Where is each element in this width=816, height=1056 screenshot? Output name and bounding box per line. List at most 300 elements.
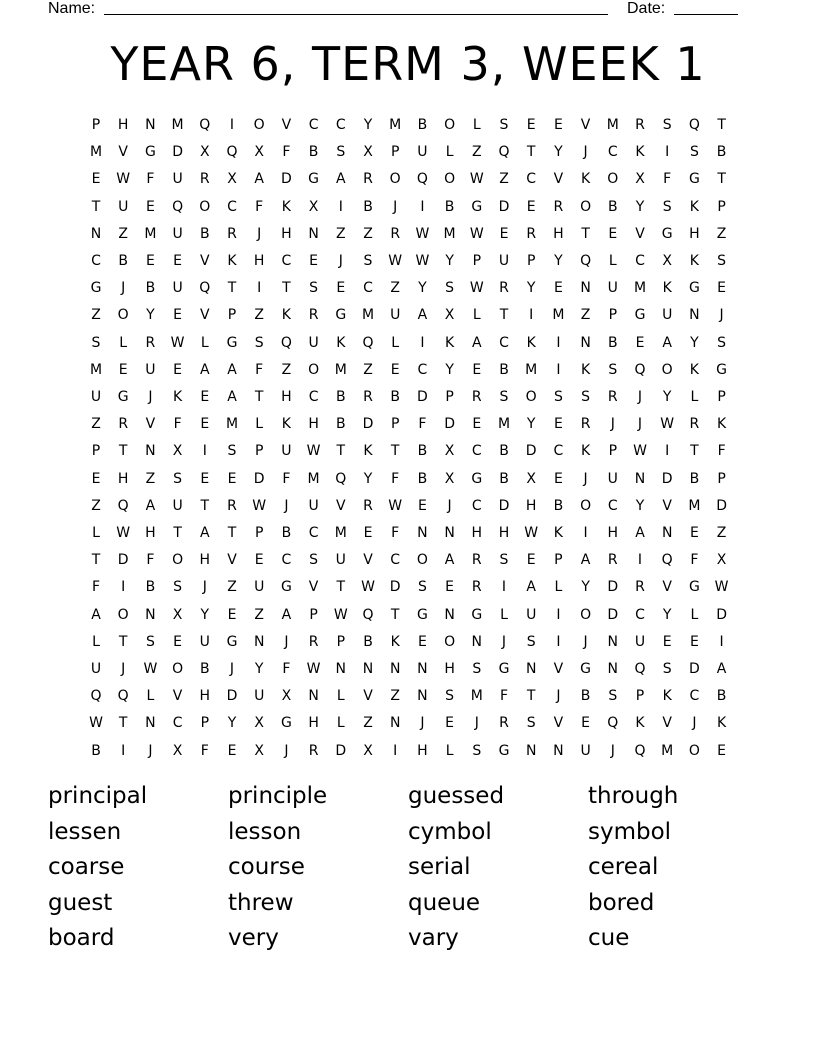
- grid-letter: B: [118, 253, 128, 269]
- grid-letter: T: [200, 497, 210, 514]
- grid-letter: E: [581, 715, 591, 732]
- grid-letter: S: [336, 144, 346, 161]
- grid-letter: G: [226, 334, 238, 351]
- grid-letter: H: [117, 470, 129, 487]
- word-list-item: guest: [48, 889, 113, 916]
- grid-letter: X: [635, 171, 645, 188]
- grid-letter: W: [170, 334, 185, 351]
- word-list-item: symbol: [588, 818, 672, 845]
- grid-letter: U: [662, 307, 673, 324]
- grid-letter: Z: [363, 361, 373, 378]
- grid-letter: U: [172, 225, 183, 242]
- grid-letter: N: [145, 715, 156, 732]
- grid-letter: L: [500, 606, 508, 623]
- grid-letter: E: [608, 225, 618, 242]
- grid-letter: L: [472, 307, 481, 324]
- grid-letter: I: [121, 742, 126, 759]
- grid-letter: E: [309, 253, 319, 269]
- grid-letter: S: [445, 280, 455, 297]
- grid-letter: E: [553, 470, 563, 487]
- grid-letter: A: [91, 606, 101, 623]
- grid-letter: I: [556, 633, 561, 650]
- grid-letter: J: [610, 742, 615, 759]
- grid-letter: J: [338, 253, 343, 269]
- grid-letter: X: [172, 443, 183, 460]
- grid-letter: Q: [226, 144, 238, 161]
- grid-letter: Q: [117, 688, 129, 705]
- grid-letter: N: [145, 443, 156, 460]
- grid-letter: R: [308, 742, 319, 759]
- grid-letter: B: [363, 633, 373, 650]
- grid-letter: U: [335, 552, 346, 569]
- grid-letter: R: [471, 552, 482, 569]
- grid-letter: B: [363, 198, 373, 215]
- grid-letter: G: [308, 171, 320, 188]
- grid-letter: E: [363, 525, 373, 541]
- grid-letter: Z: [363, 225, 373, 242]
- grid-letter: E: [717, 742, 727, 759]
- grid-letter: V: [580, 117, 591, 133]
- grid-letter: B: [499, 443, 509, 460]
- grid-letter: H: [117, 117, 129, 133]
- grid-letter: X: [363, 144, 373, 161]
- grid-letter: M: [525, 361, 538, 378]
- grid-letter: O: [580, 198, 592, 215]
- grid-letter: Y: [418, 280, 427, 297]
- word-list-item: serial: [408, 854, 471, 880]
- grid-letter: G: [144, 144, 156, 161]
- grid-letter: O: [389, 171, 401, 188]
- grid-letter: M: [361, 307, 375, 324]
- grid-letter: Q: [199, 117, 211, 133]
- grid-letter: B: [417, 443, 428, 460]
- grid-letter: E: [526, 117, 536, 133]
- grid-letter: S: [417, 579, 427, 596]
- grid-letter: G: [280, 715, 292, 732]
- grid-letter: P: [635, 688, 645, 705]
- grid-letter: J: [202, 579, 207, 596]
- grid-letter: W: [306, 443, 321, 460]
- grid-letter: N: [362, 661, 374, 677]
- grid-letter: A: [472, 334, 482, 351]
- grid-letter: V: [227, 552, 237, 569]
- grid-letter: S: [689, 144, 699, 161]
- grid-letter: U: [281, 443, 292, 460]
- word-list-item: guessed: [408, 783, 505, 809]
- grid-letter: Q: [335, 470, 347, 487]
- grid-letter: R: [363, 171, 373, 188]
- grid-letter: E: [200, 470, 210, 487]
- grid-letter: O: [444, 117, 456, 133]
- grid-letter: I: [229, 117, 235, 133]
- grid-letter: B: [553, 497, 564, 514]
- grid-letter: N: [308, 225, 319, 242]
- grid-letter: F: [282, 661, 291, 677]
- grid-letter: K: [717, 715, 727, 732]
- grid-letter: G: [688, 579, 700, 596]
- grid-letter: M: [661, 742, 674, 759]
- grid-letter: N: [607, 661, 619, 677]
- grid-letter: T: [390, 606, 400, 623]
- grid-letter: F: [200, 742, 209, 759]
- grid-letter: E: [173, 361, 183, 378]
- grid-letter: G: [498, 661, 510, 677]
- grid-letter: Z: [716, 225, 727, 242]
- grid-letter: E: [499, 225, 509, 242]
- grid-letter: A: [200, 361, 210, 378]
- grid-letter: V: [308, 579, 319, 596]
- grid-letter: F: [91, 579, 101, 596]
- grid-letter: S: [254, 334, 264, 351]
- grid-letter: Z: [254, 307, 264, 324]
- grid-letter: C: [308, 117, 319, 133]
- grid-letter: M: [389, 117, 402, 133]
- grid-letter: G: [90, 280, 102, 297]
- grid-letter: H: [689, 225, 700, 242]
- grid-letter: S: [662, 198, 672, 215]
- grid-letter: Z: [118, 225, 128, 242]
- grid-letter: F: [499, 688, 509, 705]
- grid-letter: B: [716, 144, 727, 161]
- grid-letter: J: [284, 742, 289, 759]
- grid-letter: C: [308, 389, 319, 405]
- grid-letter: V: [662, 497, 672, 514]
- grid-letter: S: [662, 117, 672, 133]
- grid-letter: X: [254, 715, 264, 732]
- grid-letter: A: [227, 361, 237, 378]
- grid-letter: U: [308, 497, 319, 514]
- grid-letter: X: [363, 742, 373, 759]
- grid-letter: T: [118, 633, 128, 650]
- grid-letter: A: [227, 389, 237, 405]
- grid-letter: X: [172, 742, 183, 759]
- grid-letter: E: [526, 198, 536, 215]
- grid-letter: Q: [90, 688, 102, 705]
- word-list-item: coarse: [48, 854, 125, 880]
- grid-letter: V: [200, 253, 210, 269]
- grid-letter: S: [717, 253, 727, 269]
- grid-letter: O: [580, 606, 592, 623]
- grid-letter: C: [499, 334, 509, 351]
- grid-letter: T: [91, 552, 101, 569]
- grid-letter: G: [688, 280, 700, 297]
- grid-letter: Z: [716, 525, 727, 541]
- grid-letter: E: [553, 416, 563, 433]
- grid-letter: Z: [499, 171, 509, 188]
- grid-letter: K: [581, 171, 591, 188]
- grid-letter: Z: [472, 144, 482, 161]
- grid-letter: Z: [390, 688, 400, 705]
- grid-letter: D: [253, 470, 265, 487]
- grid-letter: P: [227, 307, 237, 324]
- grid-letter: E: [445, 579, 455, 596]
- grid-letter: G: [226, 633, 238, 650]
- grid-letter: P: [717, 198, 726, 215]
- grid-letter: J: [393, 198, 398, 215]
- grid-letter: E: [254, 552, 264, 569]
- grid-letter: S: [581, 389, 591, 405]
- grid-letter: V: [336, 497, 346, 514]
- grid-letter: K: [581, 443, 591, 460]
- grid-letter: V: [145, 416, 156, 433]
- grid-letter: T: [499, 307, 509, 324]
- grid-letter: E: [635, 334, 645, 351]
- grid-letter: C: [281, 253, 292, 269]
- grid-letter: B: [417, 470, 428, 487]
- grid-letter: S: [717, 334, 727, 351]
- grid-letter: M: [334, 525, 347, 541]
- grid-letter: Z: [363, 715, 373, 732]
- grid-letter: T: [717, 117, 726, 133]
- grid-letter: J: [583, 144, 588, 161]
- grid-letter: N: [335, 661, 347, 677]
- grid-letter: U: [526, 606, 537, 623]
- grid-letter: D: [716, 606, 727, 623]
- grid-letter: E: [689, 633, 699, 650]
- grid-letter: G: [498, 742, 510, 759]
- grid-letter: I: [202, 443, 207, 460]
- grid-letter: C: [471, 497, 482, 514]
- grid-letter: N: [145, 117, 156, 133]
- grid-letter: B: [689, 470, 700, 487]
- grid-letter: W: [333, 606, 348, 623]
- grid-letter: P: [608, 307, 618, 324]
- grid-letter: O: [253, 117, 265, 133]
- grid-letter: M: [633, 280, 647, 297]
- grid-letter: P: [254, 443, 264, 460]
- grid-letter: S: [499, 552, 509, 569]
- grid-letter: E: [417, 633, 427, 650]
- grid-letter: J: [121, 661, 126, 677]
- grid-letter: C: [172, 715, 183, 732]
- grid-letter: L: [554, 579, 563, 596]
- grid-letter: M: [144, 225, 157, 242]
- grid-letter: K: [717, 416, 727, 433]
- grid-letter: E: [526, 552, 536, 569]
- grid-letter: R: [227, 225, 237, 242]
- grid-letter: M: [552, 307, 565, 324]
- grid-letter: E: [472, 361, 482, 378]
- grid-letter: S: [227, 443, 237, 460]
- grid-letter: A: [336, 171, 346, 188]
- grid-letter: T: [254, 389, 264, 405]
- grid-letter: Z: [91, 307, 101, 324]
- grid-letter: T: [526, 144, 536, 161]
- grid-letter: S: [526, 715, 536, 732]
- grid-letter: F: [255, 361, 264, 378]
- grid-letter: Y: [635, 497, 645, 514]
- grid-letter: U: [254, 579, 265, 596]
- grid-letter: H: [444, 661, 455, 677]
- grid-letter: P: [390, 416, 400, 433]
- word-list-item: lesson: [228, 818, 302, 845]
- grid-letter: J: [556, 688, 561, 705]
- grid-letter: W: [361, 579, 375, 596]
- grid-letter: E: [472, 416, 482, 433]
- grid-letter: U: [417, 144, 428, 161]
- grid-letter: A: [662, 334, 672, 351]
- grid-letter: C: [281, 552, 292, 569]
- grid-letter: S: [173, 470, 183, 487]
- word-list-item: principal: [48, 783, 148, 809]
- grid-letter: O: [416, 552, 428, 569]
- grid-letter: N: [634, 470, 646, 487]
- grid-letter: K: [363, 443, 373, 460]
- grid-letter: N: [389, 715, 401, 732]
- grid-letter: N: [417, 525, 428, 541]
- grid-letter: I: [529, 307, 534, 324]
- grid-letter: H: [308, 715, 319, 732]
- grid-letter: Q: [580, 253, 592, 269]
- grid-letter: B: [580, 688, 591, 705]
- grid-letter: S: [472, 661, 482, 677]
- grid-letter: C: [91, 253, 101, 269]
- grid-letter: N: [580, 334, 591, 351]
- grid-letter: E: [91, 171, 101, 188]
- grid-letter: J: [692, 715, 697, 732]
- grid-letter: C: [635, 606, 645, 623]
- word-list-item: lessen: [48, 818, 122, 845]
- grid-letter: E: [445, 715, 455, 732]
- grid-letter: O: [199, 198, 211, 215]
- grid-letter: F: [282, 144, 291, 161]
- grid-letter: J: [637, 416, 643, 433]
- grid-letter: U: [90, 661, 102, 677]
- grid-letter: X: [444, 307, 455, 324]
- grid-letter: A: [526, 579, 536, 596]
- grid-letter: D: [117, 552, 129, 569]
- grid-letter: U: [390, 307, 401, 324]
- grid-letter: C: [553, 443, 564, 460]
- grid-letter: E: [173, 307, 183, 324]
- grid-letter: K: [553, 525, 563, 541]
- grid-letter: J: [474, 715, 479, 732]
- grid-letter: T: [118, 715, 128, 732]
- grid-letter: X: [662, 253, 672, 269]
- grid-letter: N: [90, 225, 102, 242]
- grid-letter: Q: [172, 198, 184, 215]
- grid-letter: E: [553, 280, 563, 297]
- grid-letter: R: [635, 117, 645, 133]
- grid-letter: K: [689, 361, 699, 378]
- grid-letter: C: [335, 117, 346, 133]
- grid-letter: B: [499, 361, 509, 378]
- grid-letter: J: [637, 389, 643, 405]
- grid-letter: W: [388, 497, 403, 514]
- name-blank-line: [104, 14, 608, 15]
- grid-letter: R: [363, 389, 373, 405]
- grid-letter: A: [635, 525, 645, 541]
- grid-letter: C: [607, 497, 618, 514]
- grid-letter: S: [499, 389, 509, 405]
- grid-letter: E: [200, 389, 210, 405]
- grid-letter: V: [662, 579, 672, 596]
- grid-letter: B: [281, 525, 292, 541]
- grid-letter: B: [199, 225, 210, 242]
- grid-letter: E: [689, 525, 699, 541]
- grid-letter: H: [253, 253, 265, 269]
- grid-letter: Q: [688, 117, 700, 133]
- grid-letter: L: [146, 688, 155, 705]
- grid-letter: B: [335, 416, 346, 433]
- grid-letter: T: [282, 280, 291, 297]
- grid-letter: G: [661, 225, 673, 242]
- grid-letter: X: [444, 470, 455, 487]
- grid-letter: J: [583, 470, 588, 487]
- grid-letter: O: [688, 742, 700, 759]
- grid-letter: R: [635, 579, 645, 596]
- grid-letter: W: [143, 661, 158, 677]
- grid-letter: F: [391, 470, 400, 487]
- grid-letter: U: [607, 470, 618, 487]
- grid-letter: X: [281, 688, 292, 705]
- grid-letter: V: [118, 144, 128, 161]
- grid-letter: I: [637, 552, 643, 569]
- grid-letter: G: [471, 606, 483, 623]
- grid-letter: O: [172, 552, 184, 569]
- grid-letter: I: [665, 443, 670, 460]
- grid-letter: P: [554, 552, 563, 569]
- grid-letter: F: [282, 470, 291, 487]
- grid-letter: T: [91, 198, 101, 215]
- grid-letter: M: [89, 361, 103, 378]
- grid-letter: X: [526, 470, 536, 487]
- grid-letter: U: [254, 688, 265, 705]
- grid-letter: V: [662, 715, 672, 732]
- grid-letter: C: [363, 280, 373, 297]
- word-list-item: cymbol: [408, 818, 492, 845]
- word-list-item: vary: [408, 925, 459, 951]
- grid-letter: H: [525, 497, 537, 514]
- grid-letter: B: [308, 144, 319, 161]
- grid-letter: O: [661, 361, 673, 378]
- grid-letter: X: [444, 443, 455, 460]
- grid-letter: Z: [91, 416, 101, 433]
- grid-letter: N: [471, 633, 483, 650]
- grid-letter: E: [91, 470, 101, 487]
- grid-letter: Y: [254, 661, 264, 677]
- grid-letter: W: [89, 715, 103, 732]
- grid-letter: J: [420, 715, 425, 732]
- grid-letter: N: [417, 688, 428, 705]
- grid-letter: V: [553, 715, 564, 732]
- grid-letter: G: [471, 470, 483, 487]
- grid-letter: T: [173, 525, 182, 541]
- grid-letter: G: [634, 307, 646, 324]
- grid-letter: K: [662, 280, 672, 297]
- grid-letter: H: [308, 416, 319, 433]
- grid-letter: E: [200, 416, 210, 433]
- grid-letter: J: [284, 497, 289, 514]
- grid-letter: E: [227, 742, 237, 759]
- grid-letter: V: [363, 552, 373, 569]
- grid-letter: K: [336, 334, 346, 351]
- grid-letter: X: [308, 198, 319, 215]
- grid-letter: Z: [227, 579, 237, 596]
- grid-letter: C: [417, 361, 428, 378]
- grid-letter: K: [227, 253, 237, 269]
- grid-letter: R: [118, 416, 129, 433]
- grid-letter: E: [227, 470, 237, 487]
- grid-letter: B: [145, 579, 156, 596]
- grid-letter: T: [227, 525, 237, 541]
- grid-letter: J: [148, 389, 153, 405]
- grid-letter: B: [145, 280, 156, 297]
- grid-letter: H: [281, 225, 292, 242]
- grid-letter: O: [580, 497, 592, 514]
- grid-letter: D: [607, 606, 619, 623]
- grid-letter: Y: [146, 307, 155, 324]
